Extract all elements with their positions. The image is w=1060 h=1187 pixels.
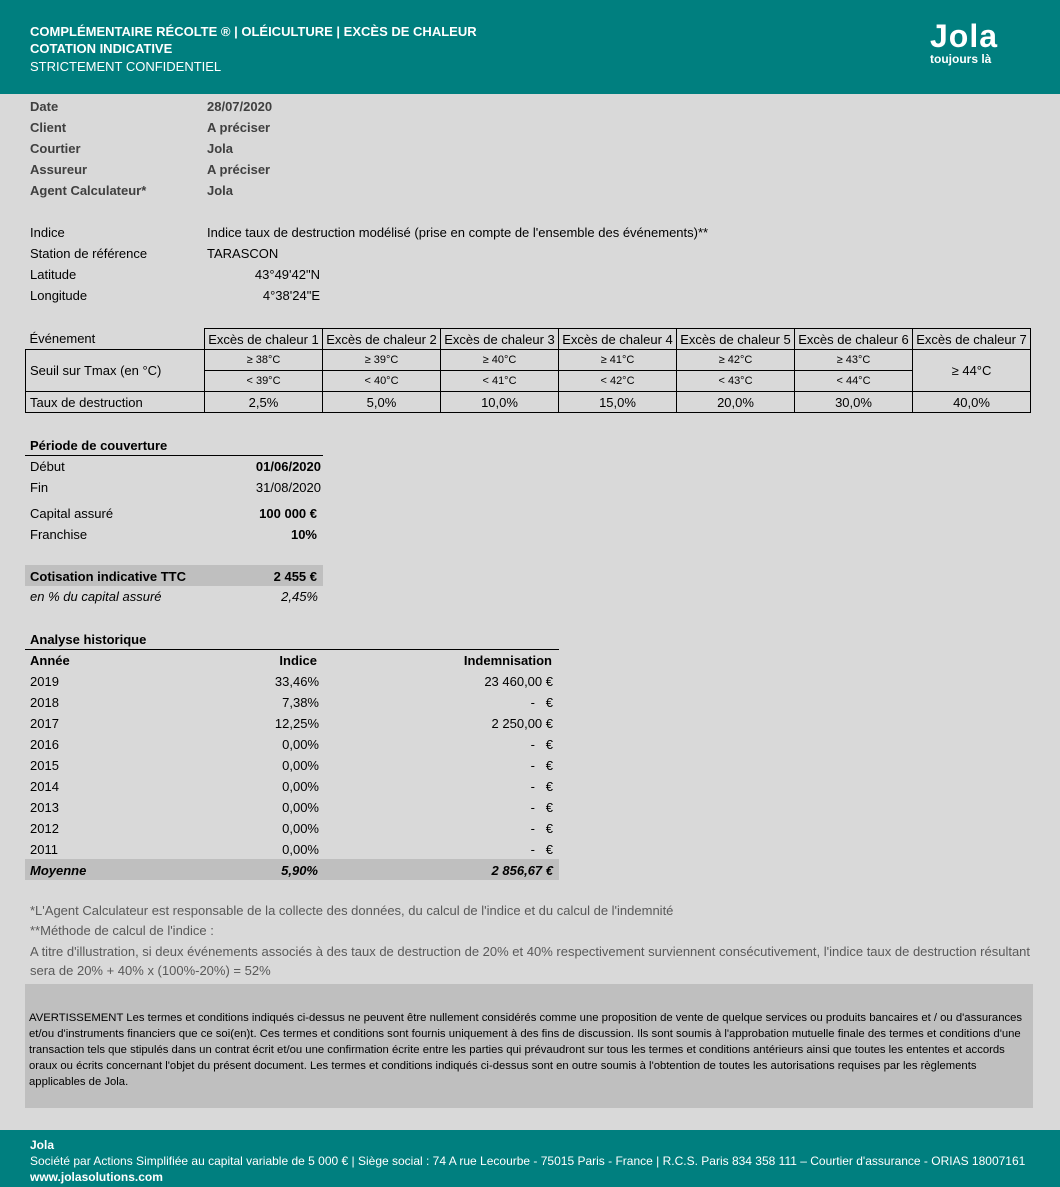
- longitude-label: Longitude: [30, 288, 88, 303]
- event-row-label: Événement: [26, 329, 205, 350]
- latitude-label: Latitude: [30, 267, 77, 282]
- history-index: 7,38%: [282, 695, 319, 710]
- history-indem: - €: [530, 779, 553, 794]
- seuil-upper: < 40°C: [323, 371, 441, 392]
- history-col-index: Indice: [279, 653, 317, 668]
- history-index: 0,00%: [282, 737, 319, 752]
- meta-value-assureur: A préciser: [207, 162, 271, 177]
- meta-label-courtier: Courtier: [30, 141, 81, 156]
- seuil-lower-row: [26, 350, 1031, 371]
- history-indem: - €: [530, 842, 553, 857]
- meta-label-assureur: Assureur: [30, 162, 88, 177]
- footer-banner: [0, 1130, 1060, 1187]
- indice-value: Indice taux de destruction modélisé (prise en compte de l'ensemble des événements)**: [207, 225, 709, 240]
- seuil-last: ≥ 44°C: [913, 350, 1031, 392]
- average-index: 5,90%: [281, 863, 318, 878]
- history-indem: 23 460,00 €: [484, 674, 553, 689]
- seuil-lower: ≥ 38°C: [205, 350, 323, 371]
- taux-value: 15,0%: [559, 392, 677, 413]
- events-table: [25, 328, 1031, 413]
- history-col-indem: Indemnisation: [463, 653, 552, 668]
- seuil-upper: < 43°C: [677, 371, 795, 392]
- indice-label: Indice: [30, 225, 65, 240]
- pct-label: en % du capital assuré: [30, 589, 162, 604]
- footer-website-link[interactable]: www.jolasolutions.com: [30, 1170, 163, 1184]
- history-year: 2018: [30, 695, 59, 710]
- taux-value: 20,0%: [677, 392, 795, 413]
- franchise-value: 10%: [290, 527, 317, 542]
- note-method-title: **Méthode de calcul de l'indice :: [30, 923, 214, 938]
- history-indem: 2 250,00 €: [491, 716, 553, 731]
- history-year: 2016: [30, 737, 59, 752]
- taux-value: 40,0%: [913, 392, 1031, 413]
- taux-value: 10,0%: [441, 392, 559, 413]
- history-year: 2015: [30, 758, 59, 773]
- history-title: Analyse historique: [30, 632, 147, 647]
- seuil-upper: < 42°C: [559, 371, 677, 392]
- meta-value-date: 28/07/2020: [207, 99, 273, 114]
- history-index: 0,00%: [282, 779, 319, 794]
- taux-value: 2,5%: [205, 392, 323, 413]
- taux-value: 30,0%: [795, 392, 913, 413]
- warning-box: [25, 984, 1033, 1108]
- history-year: 2012: [30, 821, 59, 836]
- station-label: Station de référence: [30, 246, 148, 261]
- jola-logo: [930, 18, 1020, 78]
- fin-value: 31/08/2020: [255, 480, 321, 495]
- note-method-result: sera de 20% + 40% x (100%-20%) = 52%: [30, 963, 271, 978]
- event-name: Excès de chaleur 6: [795, 329, 913, 350]
- history-year: 2014: [30, 779, 59, 794]
- logo-tagline: toujours là: [930, 52, 992, 66]
- history-index: 0,00%: [282, 842, 319, 857]
- history-year: 2017: [30, 716, 59, 731]
- meta-value-courtier: Jola: [207, 141, 234, 156]
- event-name: Excès de chaleur 4: [559, 329, 677, 350]
- fin-label: Fin: [30, 480, 49, 495]
- latitude-value: 43°49'42"N: [254, 267, 320, 282]
- history-divider: [25, 649, 559, 650]
- confidentiality-label: STRICTEMENT CONFIDENTIEL: [30, 59, 222, 74]
- history-year: 2013: [30, 800, 59, 815]
- note-method-text: A titre d'illustration, si deux événements associés à des taux de destruction de 20% et 40% respectivement surviennent consécutivement, l'indice taux de destruction résultant: [30, 944, 1031, 959]
- taux-label: Taux de destruction: [26, 392, 205, 413]
- history-indem: - €: [530, 695, 553, 710]
- meta-value-client: A préciser: [207, 120, 271, 135]
- warning-text: AVERTISSEMENT Les termes et conditions indiqués ci-dessus ne peuvent être nullement considérés comme une proposition de vente de quelque services ou produits bancaires et / ou d'assurances et/ou d'instruments financiers que ce soi(en)t. Ces termes et conditions sont fournis uniquement à des fins de discussion. Ils sont soumis à l'approbation mutuelle finale des termes et conditions d'une transaction tels que stipulés dans un contrat écrit et/ou une confirmation écrite entre les parties qui prévaudront sur tous les termes et conditions antérieurs ainsi que toutes les ententes et accords oraux ou écrits concernant l'objet du présent document. Les termes et conditions indiqués ci-dessus sont en outre soumis à l'obtention de toutes les autorisations requises par les règlements applicables de Jola.: [29, 1012, 1023, 1088]
- debut-value: 01/06/2020: [255, 459, 321, 474]
- logo-name: Jola: [930, 18, 999, 54]
- events-header-row: [26, 329, 1031, 350]
- meta-label-date: Date: [30, 99, 59, 114]
- seuil-upper: < 44°C: [795, 371, 913, 392]
- event-name: Excès de chaleur 3: [441, 329, 559, 350]
- history-index: 12,25%: [274, 716, 319, 731]
- average-label: Moyenne: [30, 863, 87, 878]
- history-col-year: Année: [30, 653, 70, 668]
- capital-value: 100 000 €: [259, 506, 317, 521]
- coverage-divider: [25, 455, 323, 456]
- capital-label: Capital assuré: [30, 506, 114, 521]
- seuil-upper: < 41°C: [441, 371, 559, 392]
- taux-value: 5,0%: [323, 392, 441, 413]
- history-indem: - €: [530, 758, 553, 773]
- seuil-lower: ≥ 43°C: [795, 350, 913, 371]
- seuil-label: Seuil sur Tmax (en °C): [26, 350, 205, 392]
- station-value: TARASCON: [207, 246, 279, 261]
- event-name: Excès de chaleur 7: [913, 329, 1031, 350]
- meta-value-agent: Jola: [207, 183, 234, 198]
- history-indem: - €: [530, 800, 553, 815]
- header-banner: [0, 0, 1060, 94]
- history-year: 2019: [30, 674, 59, 689]
- debut-label: Début: [30, 459, 65, 474]
- coverage-title: Période de couverture: [30, 438, 168, 453]
- franchise-label: Franchise: [30, 527, 88, 542]
- history-index: 0,00%: [282, 758, 319, 773]
- document-subtitle: COTATION INDICATIVE: [30, 41, 173, 56]
- history-indem: - €: [530, 737, 553, 752]
- seuil-upper: < 39°C: [205, 371, 323, 392]
- event-name: Excès de chaleur 5: [677, 329, 795, 350]
- history-year: 2011: [30, 842, 58, 857]
- history-index: 0,00%: [282, 800, 319, 815]
- taux-row: [26, 392, 1031, 413]
- event-name: Excès de chaleur 2: [323, 329, 441, 350]
- seuil-lower: ≥ 42°C: [677, 350, 795, 371]
- note-agent: *L'Agent Calculateur est responsable de la collecte des données, du calcul de l'indice et du calcul de l'indemnité: [30, 903, 674, 918]
- longitude-value: 4°38'24"E: [262, 288, 320, 303]
- average-indem: 2 856,67 €: [491, 863, 553, 878]
- history-index: 33,46%: [274, 674, 319, 689]
- cotisation-value: 2 455 €: [273, 569, 317, 584]
- seuil-lower: ≥ 39°C: [323, 350, 441, 371]
- history-index: 0,00%: [282, 821, 319, 836]
- footer-legal: Société par Actions Simplifiée au capital variable de 5 000 € | Siège social : 74 A rue Lecourbe - 75015 Paris - France | R.C.S. Paris 834 358 111 – Courtier d'assurance - ORIAS 18007161: [30, 1154, 1026, 1168]
- cotisation-label: Cotisation indicative TTC: [30, 569, 187, 584]
- meta-label-agent: Agent Calculateur*: [30, 183, 147, 198]
- event-name: Excès de chaleur 1: [205, 329, 323, 350]
- seuil-lower: ≥ 40°C: [441, 350, 559, 371]
- seuil-lower: ≥ 41°C: [559, 350, 677, 371]
- history-indem: - €: [530, 821, 553, 836]
- meta-label-client: Client: [30, 120, 67, 135]
- footer-company: Jola: [30, 1138, 55, 1152]
- document-title: COMPLÉMENTAIRE RÉCOLTE ® | OLÉICULTURE | EXCÈS DE CHALEUR: [30, 24, 477, 39]
- pct-value: 2,45%: [281, 589, 318, 604]
